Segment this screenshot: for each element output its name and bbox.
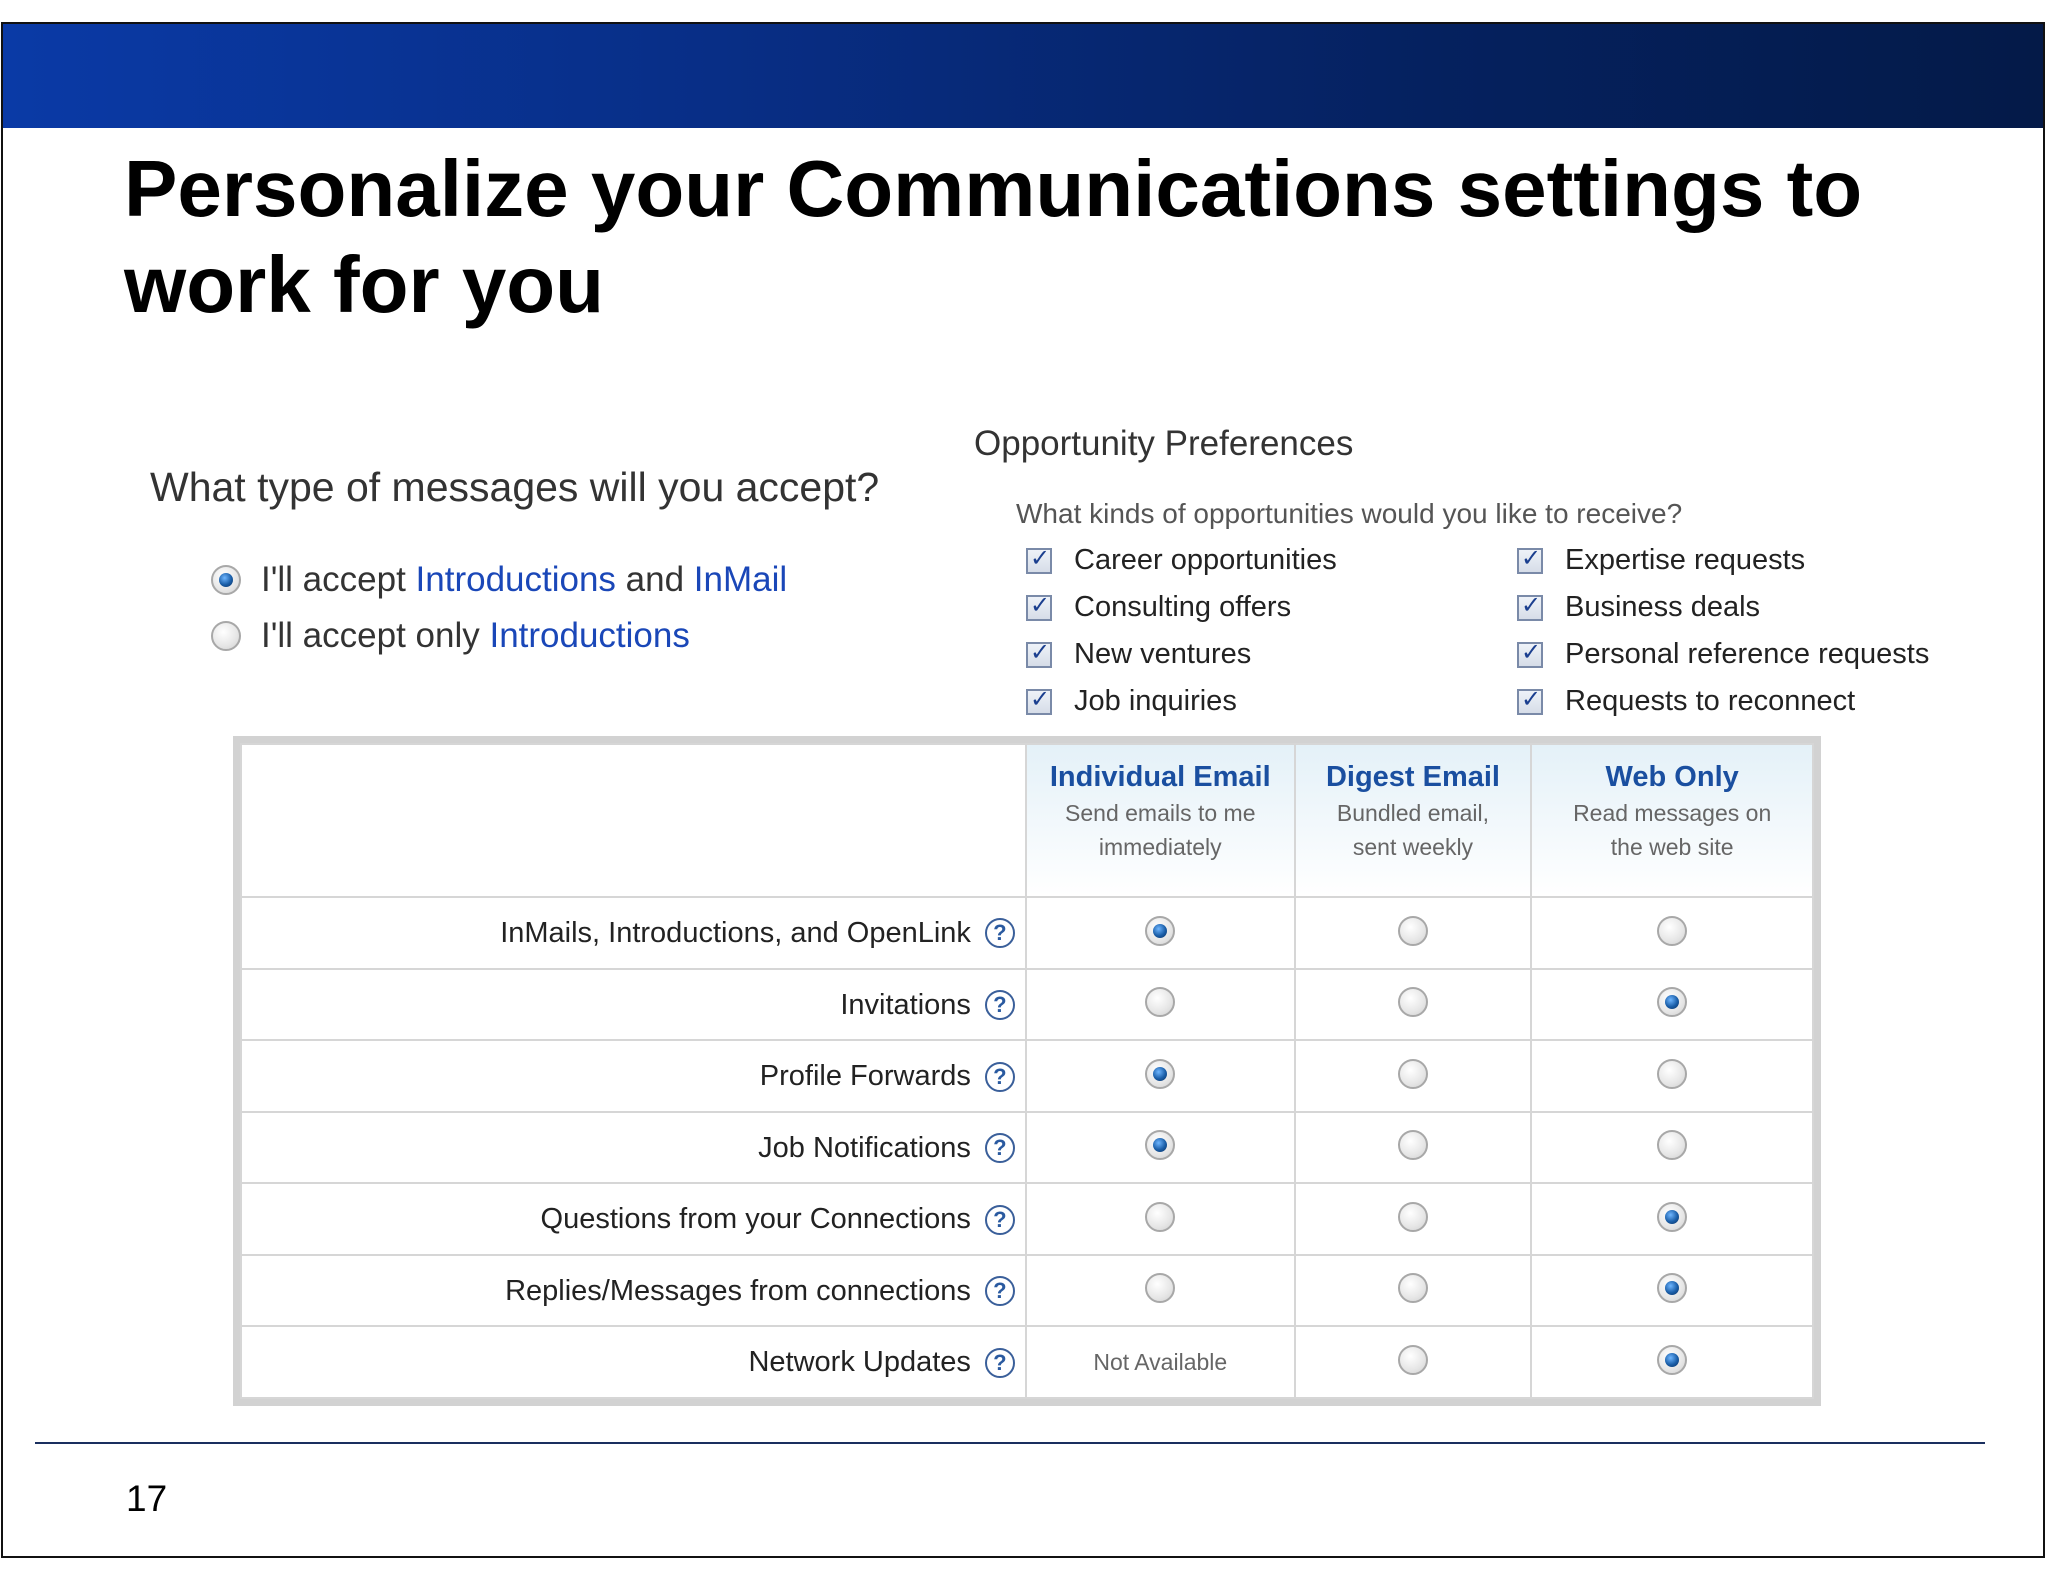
page-number: 17: [126, 1478, 168, 1519]
opportunity-preferences-heading: Opportunity Preferences: [974, 424, 1354, 463]
table-row: [241, 1255, 1813, 1327]
web-only-radio[interactable]: [1657, 1273, 1687, 1303]
cell-web-only: [1531, 1183, 1813, 1255]
row-label: Replies/Messages from connections: [505, 1274, 971, 1307]
column-subtitle: the web site: [1610, 834, 1734, 860]
accept-only-intro-option[interactable]: [211, 616, 690, 656]
row-label: Network Updates: [748, 1346, 971, 1379]
table-row: [241, 1183, 1813, 1255]
checkbox-icon[interactable]: [1517, 595, 1543, 621]
option-text: I'll accept: [261, 560, 416, 599]
web-only-radio[interactable]: [1657, 987, 1687, 1017]
row-label-cell: [241, 897, 1026, 969]
accept-only-intro-radio[interactable]: [211, 621, 241, 651]
row-label-cell: [241, 1326, 1026, 1398]
help-icon[interactable]: ?: [985, 918, 1015, 948]
digest-email-radio[interactable]: [1398, 1345, 1428, 1375]
cell-individual-email: [1026, 1255, 1295, 1327]
table-row: [241, 969, 1813, 1041]
column-subtitle: Send emails to me: [1065, 800, 1256, 826]
cell-web-only: [1531, 897, 1813, 969]
option-text-and: and: [615, 560, 694, 599]
checkbox-icon[interactable]: [1026, 642, 1052, 668]
checkbox-label: Expertise requests: [1565, 544, 1806, 576]
column-subtitle: sent weekly: [1352, 834, 1474, 860]
option-text: I'll accept only: [261, 616, 490, 655]
individual-email-radio[interactable]: [1145, 1059, 1175, 1089]
digest-email-radio[interactable]: [1398, 916, 1428, 946]
row-label-cell: [241, 1255, 1026, 1327]
checkbox-business-deals[interactable]: [1517, 591, 1760, 624]
header-banner: [3, 24, 2043, 128]
message-type-heading: What type of messages will you accept?: [150, 464, 880, 510]
web-only-radio[interactable]: [1657, 1345, 1687, 1375]
help-icon[interactable]: ?: [985, 990, 1015, 1020]
delivery-table: [240, 743, 1814, 1399]
checkbox-label: Consulting offers: [1074, 591, 1292, 623]
table-row: [241, 1326, 1813, 1398]
digest-email-radio[interactable]: [1398, 1202, 1428, 1232]
slide-title: Personalize your Communications settings to work for you: [124, 144, 1863, 329]
header-empty-cell: [241, 744, 1026, 897]
checkbox-icon[interactable]: [1517, 689, 1543, 715]
checkbox-icon[interactable]: [1026, 548, 1052, 574]
web-only-radio[interactable]: [1657, 1059, 1687, 1089]
column-digest-email: [1295, 744, 1532, 897]
cell-digest-email: [1295, 897, 1532, 969]
accept-intro-and-inmail-radio[interactable]: [211, 565, 241, 595]
digest-email-radio[interactable]: [1398, 987, 1428, 1017]
checkbox-icon[interactable]: [1517, 548, 1543, 574]
inmail-link[interactable]: InMail: [693, 560, 788, 599]
cell-web-only: [1531, 1112, 1813, 1184]
digest-email-radio[interactable]: [1398, 1273, 1428, 1303]
individual-email-radio[interactable]: [1145, 1202, 1175, 1232]
row-label: Profile Forwards: [759, 1060, 971, 1093]
checkbox-expertise-requests[interactable]: [1517, 544, 1805, 577]
checkbox-label: Personal reference requests: [1565, 638, 1930, 670]
checkbox-label: Requests to reconnect: [1565, 685, 1856, 717]
individual-email-radio[interactable]: [1145, 987, 1175, 1017]
column-subtitle: Bundled email,: [1336, 800, 1490, 826]
checkbox-label: Career opportunities: [1074, 544, 1337, 576]
row-label: Questions from your Connections: [540, 1203, 971, 1236]
not-available-label: Not Available: [1093, 1348, 1228, 1375]
cell-digest-email: [1295, 1255, 1532, 1327]
cell-individual-email: [1026, 1183, 1295, 1255]
row-label: Job Notifications: [758, 1131, 971, 1164]
cell-individual-email: [1026, 1040, 1295, 1112]
cell-individual-email: [1026, 1112, 1295, 1184]
checkbox-new-ventures[interactable]: [1026, 638, 1251, 671]
checkbox-icon[interactable]: [1026, 689, 1052, 715]
cell-digest-email: [1295, 969, 1532, 1041]
table-header-row: [241, 744, 1813, 897]
cell-digest-email: [1295, 1183, 1532, 1255]
individual-email-radio[interactable]: [1145, 1130, 1175, 1160]
checkbox-label: Business deals: [1565, 591, 1761, 623]
checkbox-consulting-offers[interactable]: [1026, 591, 1291, 624]
checkbox-requests-to-reconnect[interactable]: [1517, 685, 1855, 718]
checkbox-label: Job inquiries: [1074, 685, 1237, 717]
table-row: [241, 1112, 1813, 1184]
table-row: [241, 897, 1813, 969]
row-label-cell: [241, 1040, 1026, 1112]
column-web-only: [1531, 744, 1813, 897]
introductions-link[interactable]: Introductions: [415, 560, 616, 599]
slide: [1, 22, 2045, 1558]
row-label-cell: [241, 1112, 1026, 1184]
cell-individual-email: [1026, 897, 1295, 969]
cell-web-only: [1531, 1255, 1813, 1327]
cell-web-only: [1531, 1326, 1813, 1398]
table-row: [241, 1040, 1813, 1112]
cell-digest-email: [1295, 1040, 1532, 1112]
row-label-cell: [241, 969, 1026, 1041]
checkbox-icon[interactable]: [1517, 642, 1543, 668]
footer-divider: [35, 1442, 1985, 1444]
column-title: Digest Email: [1325, 761, 1500, 793]
help-icon[interactable]: ?: [985, 1062, 1015, 1092]
help-icon[interactable]: ?: [985, 1348, 1015, 1378]
column-title: Individual Email: [1049, 761, 1271, 793]
help-icon[interactable]: ?: [985, 1205, 1015, 1235]
cell-web-only: [1531, 969, 1813, 1041]
cell-individual-email: [1026, 969, 1295, 1041]
row-label: Invitations: [840, 988, 971, 1021]
individual-email-radio[interactable]: [1145, 1273, 1175, 1303]
row-label-cell: [241, 1183, 1026, 1255]
column-individual-email: [1026, 744, 1295, 897]
web-only-radio[interactable]: [1657, 1202, 1687, 1232]
checkbox-job-inquiries[interactable]: [1026, 685, 1237, 718]
row-label: InMails, Introductions, and OpenLink: [500, 916, 971, 949]
individual-email-radio[interactable]: [1145, 916, 1175, 946]
accept-intro-and-inmail-option[interactable]: [211, 560, 787, 600]
checkbox-label: New ventures: [1074, 638, 1252, 670]
column-subtitle: immediately: [1098, 834, 1222, 860]
digest-email-radio[interactable]: [1398, 1059, 1428, 1089]
cell-digest-email: [1295, 1326, 1532, 1398]
cell-digest-email: [1295, 1112, 1532, 1184]
delivery-settings-table: [233, 736, 1821, 1406]
digest-email-radio[interactable]: [1398, 1130, 1428, 1160]
help-icon[interactable]: ?: [985, 1276, 1015, 1306]
cell-web-only: [1531, 1040, 1813, 1112]
checkbox-career-opportunities[interactable]: [1026, 544, 1337, 577]
cell-individual-email: [1026, 1326, 1295, 1398]
web-only-radio[interactable]: [1657, 916, 1687, 946]
opportunity-question: What kinds of opportunities would you like to receive?: [1016, 498, 1683, 529]
checkbox-personal-reference-requests[interactable]: [1517, 638, 1929, 671]
column-title: Web Only: [1605, 761, 1739, 793]
web-only-radio[interactable]: [1657, 1130, 1687, 1160]
column-subtitle: Read messages on: [1573, 800, 1772, 826]
introductions-link[interactable]: Introductions: [489, 616, 690, 655]
help-icon[interactable]: ?: [985, 1133, 1015, 1163]
checkbox-icon[interactable]: [1026, 595, 1052, 621]
